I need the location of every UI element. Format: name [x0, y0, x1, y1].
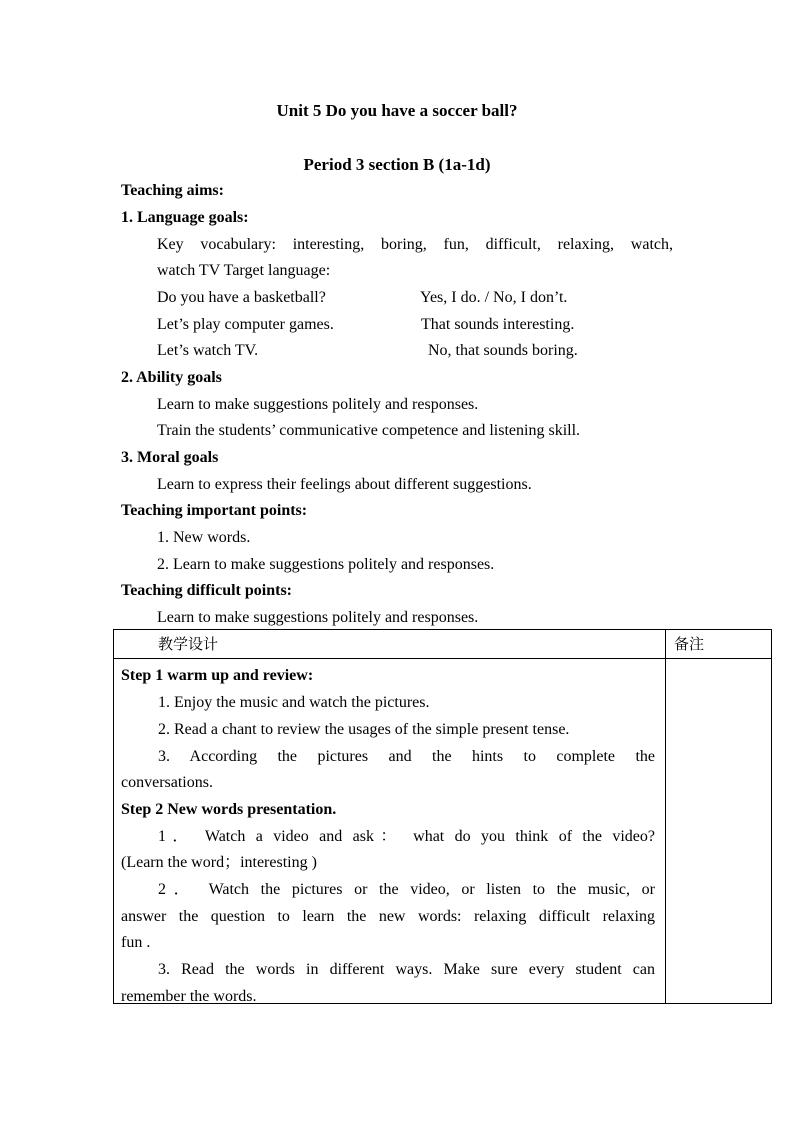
step1-item: 3. According the pictures and the hints to complete the: [158, 748, 655, 765]
ability-goals-heading: 2. Ability goals: [121, 369, 222, 386]
step1-heading: Step 1 warm up and review:: [121, 667, 314, 684]
dialogue-answer: That sounds interesting.: [421, 316, 575, 333]
ability-goal-item: Learn to make suggestions politely and responses.: [157, 396, 479, 413]
notes-column-header: 备注: [666, 630, 772, 659]
dialogue-question: Do you have a basketball?: [157, 289, 326, 306]
language-goals-heading: 1. Language goals:: [121, 209, 249, 226]
difficult-points-heading: Teaching difficult points:: [121, 582, 292, 599]
step2-item-continued: fun .: [121, 934, 151, 951]
difficult-point-item: Learn to make suggestions politely and responses.: [157, 609, 479, 626]
design-content-cell: [114, 659, 666, 1004]
notes-content-cell: [666, 659, 772, 1004]
vocabulary-line-2: watch TV Target language:: [157, 262, 331, 279]
step2-item-continued: remember the words.: [121, 988, 257, 1005]
step2-item-continued: answer the question to learn the new words: relaxing difficult relaxing: [121, 908, 655, 925]
unit-title: Unit 5 Do you have a soccer ball?: [276, 101, 518, 120]
step2-item: 2． Watch the pictures or the video, or listen to the music, or: [158, 881, 655, 898]
dialogue-question: Let’s play computer games.: [157, 316, 334, 333]
moral-goal-item: Learn to express their feelings about different suggestions.: [157, 476, 532, 493]
important-point-item: 2. Learn to make suggestions politely and responses.: [157, 556, 495, 573]
vocabulary-line-1: Key vocabulary: interesting, boring, fun, difficult, relaxing, watch,: [157, 236, 673, 253]
design-column-header: 教学设计: [114, 630, 666, 659]
step2-item: 1． Watch a video and ask： what do you think of the video?: [158, 828, 655, 845]
step2-item-continued: (Learn the word；interesting ): [121, 854, 317, 871]
dialogue-answer: No, that sounds boring.: [428, 342, 578, 359]
important-points-heading: Teaching important points:: [121, 502, 308, 519]
teaching-aims-heading: Teaching aims:: [121, 182, 224, 199]
step2-item: 3. Read the words in different ways. Make sure every student can: [158, 961, 655, 978]
moral-goals-heading: 3. Moral goals: [121, 449, 219, 466]
important-point-item: 1. New words.: [157, 529, 251, 546]
ability-goal-item: Train the students’ communicative competence and listening skill.: [157, 422, 581, 439]
step2-heading: Step 2 New words presentation.: [121, 801, 337, 818]
period-title: Period 3 section B (1a-1d): [303, 155, 491, 174]
step1-item: 2. Read a chant to review the usages of the simple present tense.: [158, 721, 570, 738]
step1-item: 1. Enjoy the music and watch the pictures.: [158, 694, 430, 711]
teaching-design-table: [113, 629, 772, 1004]
step1-item-continued: conversations.: [121, 774, 213, 791]
dialogue-question: Let’s watch TV.: [157, 342, 259, 359]
dialogue-answer: Yes, I do. / No, I don’t.: [420, 289, 568, 306]
